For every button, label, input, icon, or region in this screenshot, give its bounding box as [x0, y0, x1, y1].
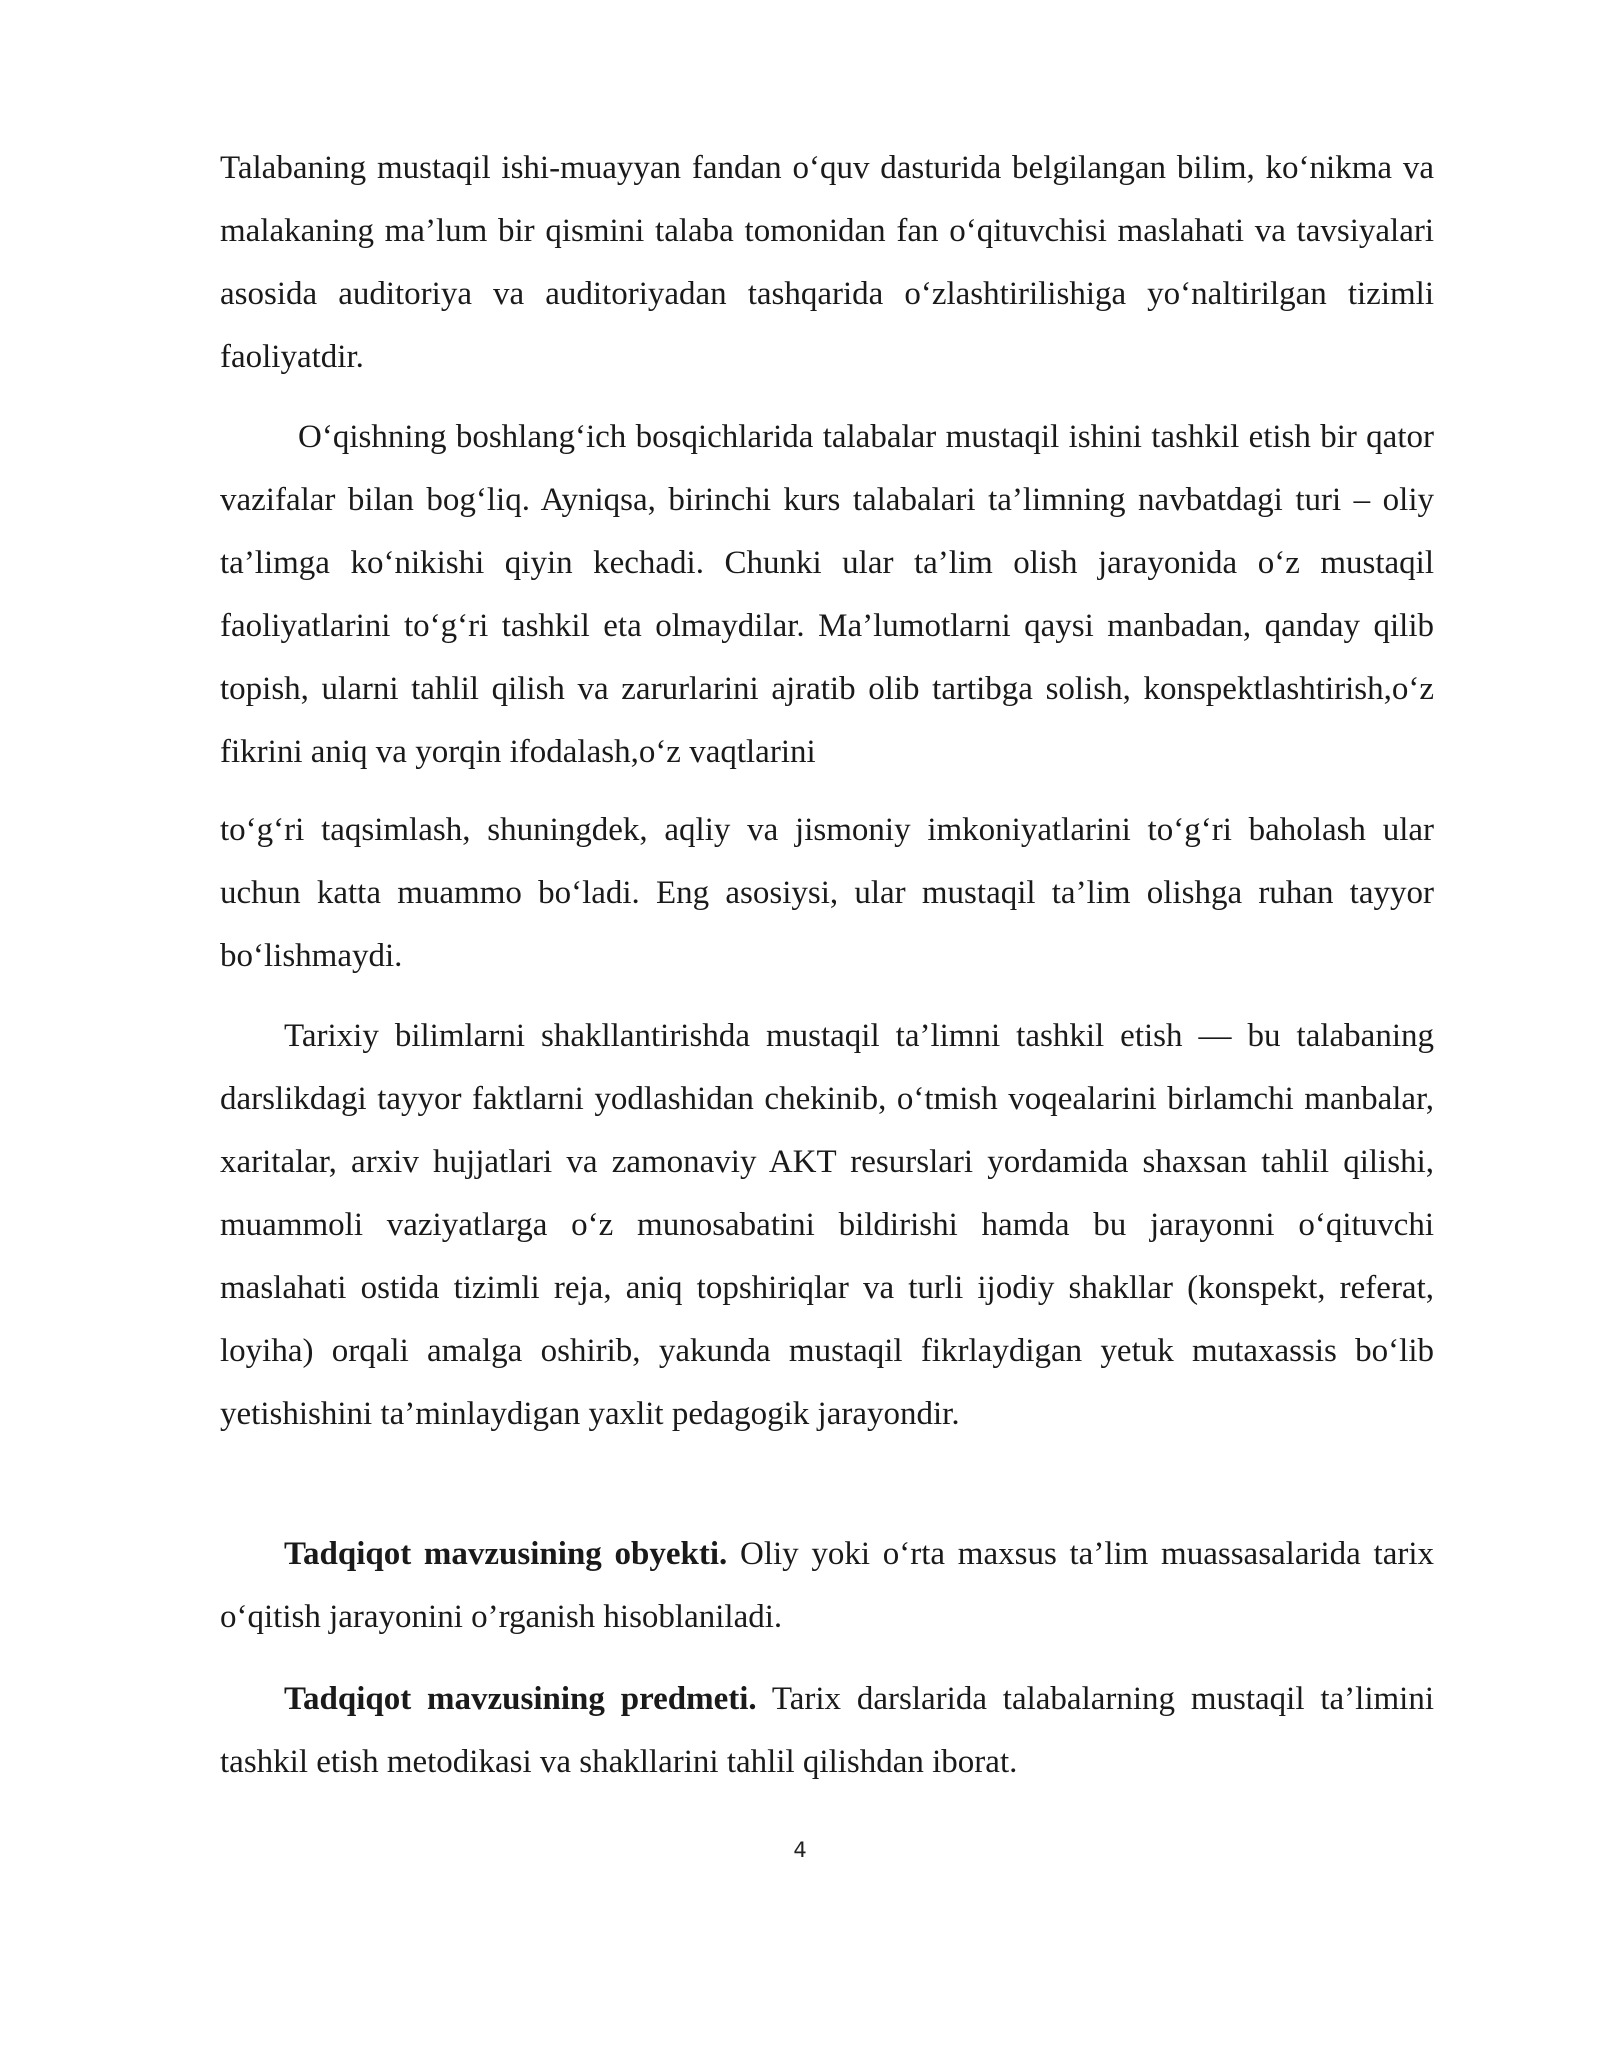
research-object-text: Oliy yoki o‘rta maxsus ta’lim muassasalarida tarix o‘qitish jarayonini o’rganish hisoblaniladi.	[220, 1536, 1434, 1635]
paragraph-research-subject	[220, 1668, 1434, 1794]
paragraph-historical-knowledge: Tarixiy bilimlarni shakllantirishda mustaqil ta’limni tashkil etish — bu talabaning darslikdagi tayyor faktlarni yodlashidan chekinib, o‘tmish voqealarini birlamchi manbalar, xaritalar, arxiv hujjatlari va zamonaviy AKT resurslari yordamida shaxsan tahlil qilishi, muammoli vaziyatlarga o‘z munosabatini bildirishi hamda bu jarayonni o‘qituvchi maslahati ostida tizimli reja, aniq topshiriqlar va turli ijodiy shakllar (konspekt, referat, loyiha) orqali amalga oshirib, yakunda mustaqil fikrlaydigan yetuk mutaxassis bo‘lib yetishishini ta’minlaydigan yaxlit pedagogik jarayondir.	[220, 1018, 1434, 1432]
research-object-heading: Tadqiqot mavzusining obyekti.	[284, 1536, 728, 1572]
paragraph-time-allocation: to‘g‘ri taqsimlash, shuningdek, aqliy va jismoniy imkoniyatlarini to‘g‘ri baholash ular uchun katta muammo bo‘ladi. Eng asosiysi, ular mustaqil ta’lim olishga ruhan tayyor bo‘lishmaydi.	[220, 812, 1434, 974]
paragraph-definition: Talabaning mustaqil ishi-muayyan fandan o‘quv dasturida belgilangan bilim, ko‘nikma va malakaning ma’lum bir qismini talaba tomonidan fan o‘qituvchisi maslahati va tavsiyalari asosida auditoriya va auditoriyadan tashqarida o‘zlashtirilishiga yo‘naltirilgan tizimli faoliyatdir.	[220, 150, 1434, 375]
page-number: 4	[793, 1838, 807, 1862]
research-subject-heading: Tadqiqot mavzusining predmeti.	[284, 1681, 757, 1717]
paragraph-initial-stages: O‘qishning boshlang‘ich bosqichlarida talabalar mustaqil ishini tashkil etish bir qator vazifalar bilan bog‘liq. Ayniqsa, birinchi kurs talabalari ta’limning navbatdagi turi – oliy ta’limga ko‘nikishi qiyin kechadi. Chunki ular ta’lim olish jarayonida o‘z mustaqil faoliyatlarini to‘g‘ri tashkil eta olmaydilar. Ma’lumotlarni qaysi manbadan, qanday qilib topish, ularni tahlil qilish va zarurlarini ajratib olib tartibga solish, konspektlashtirish,o‘z fikrini aniq va yorqin ifodalash,o‘z vaqtlarini	[220, 419, 1434, 770]
research-subject-text: Tarix darslarida talabalarning mustaqil ta’limini tashkil etish metodikasi va shakllarini tahlil qilishdan iborat.	[220, 1681, 1434, 1780]
paragraph-research-object	[220, 1523, 1434, 1649]
